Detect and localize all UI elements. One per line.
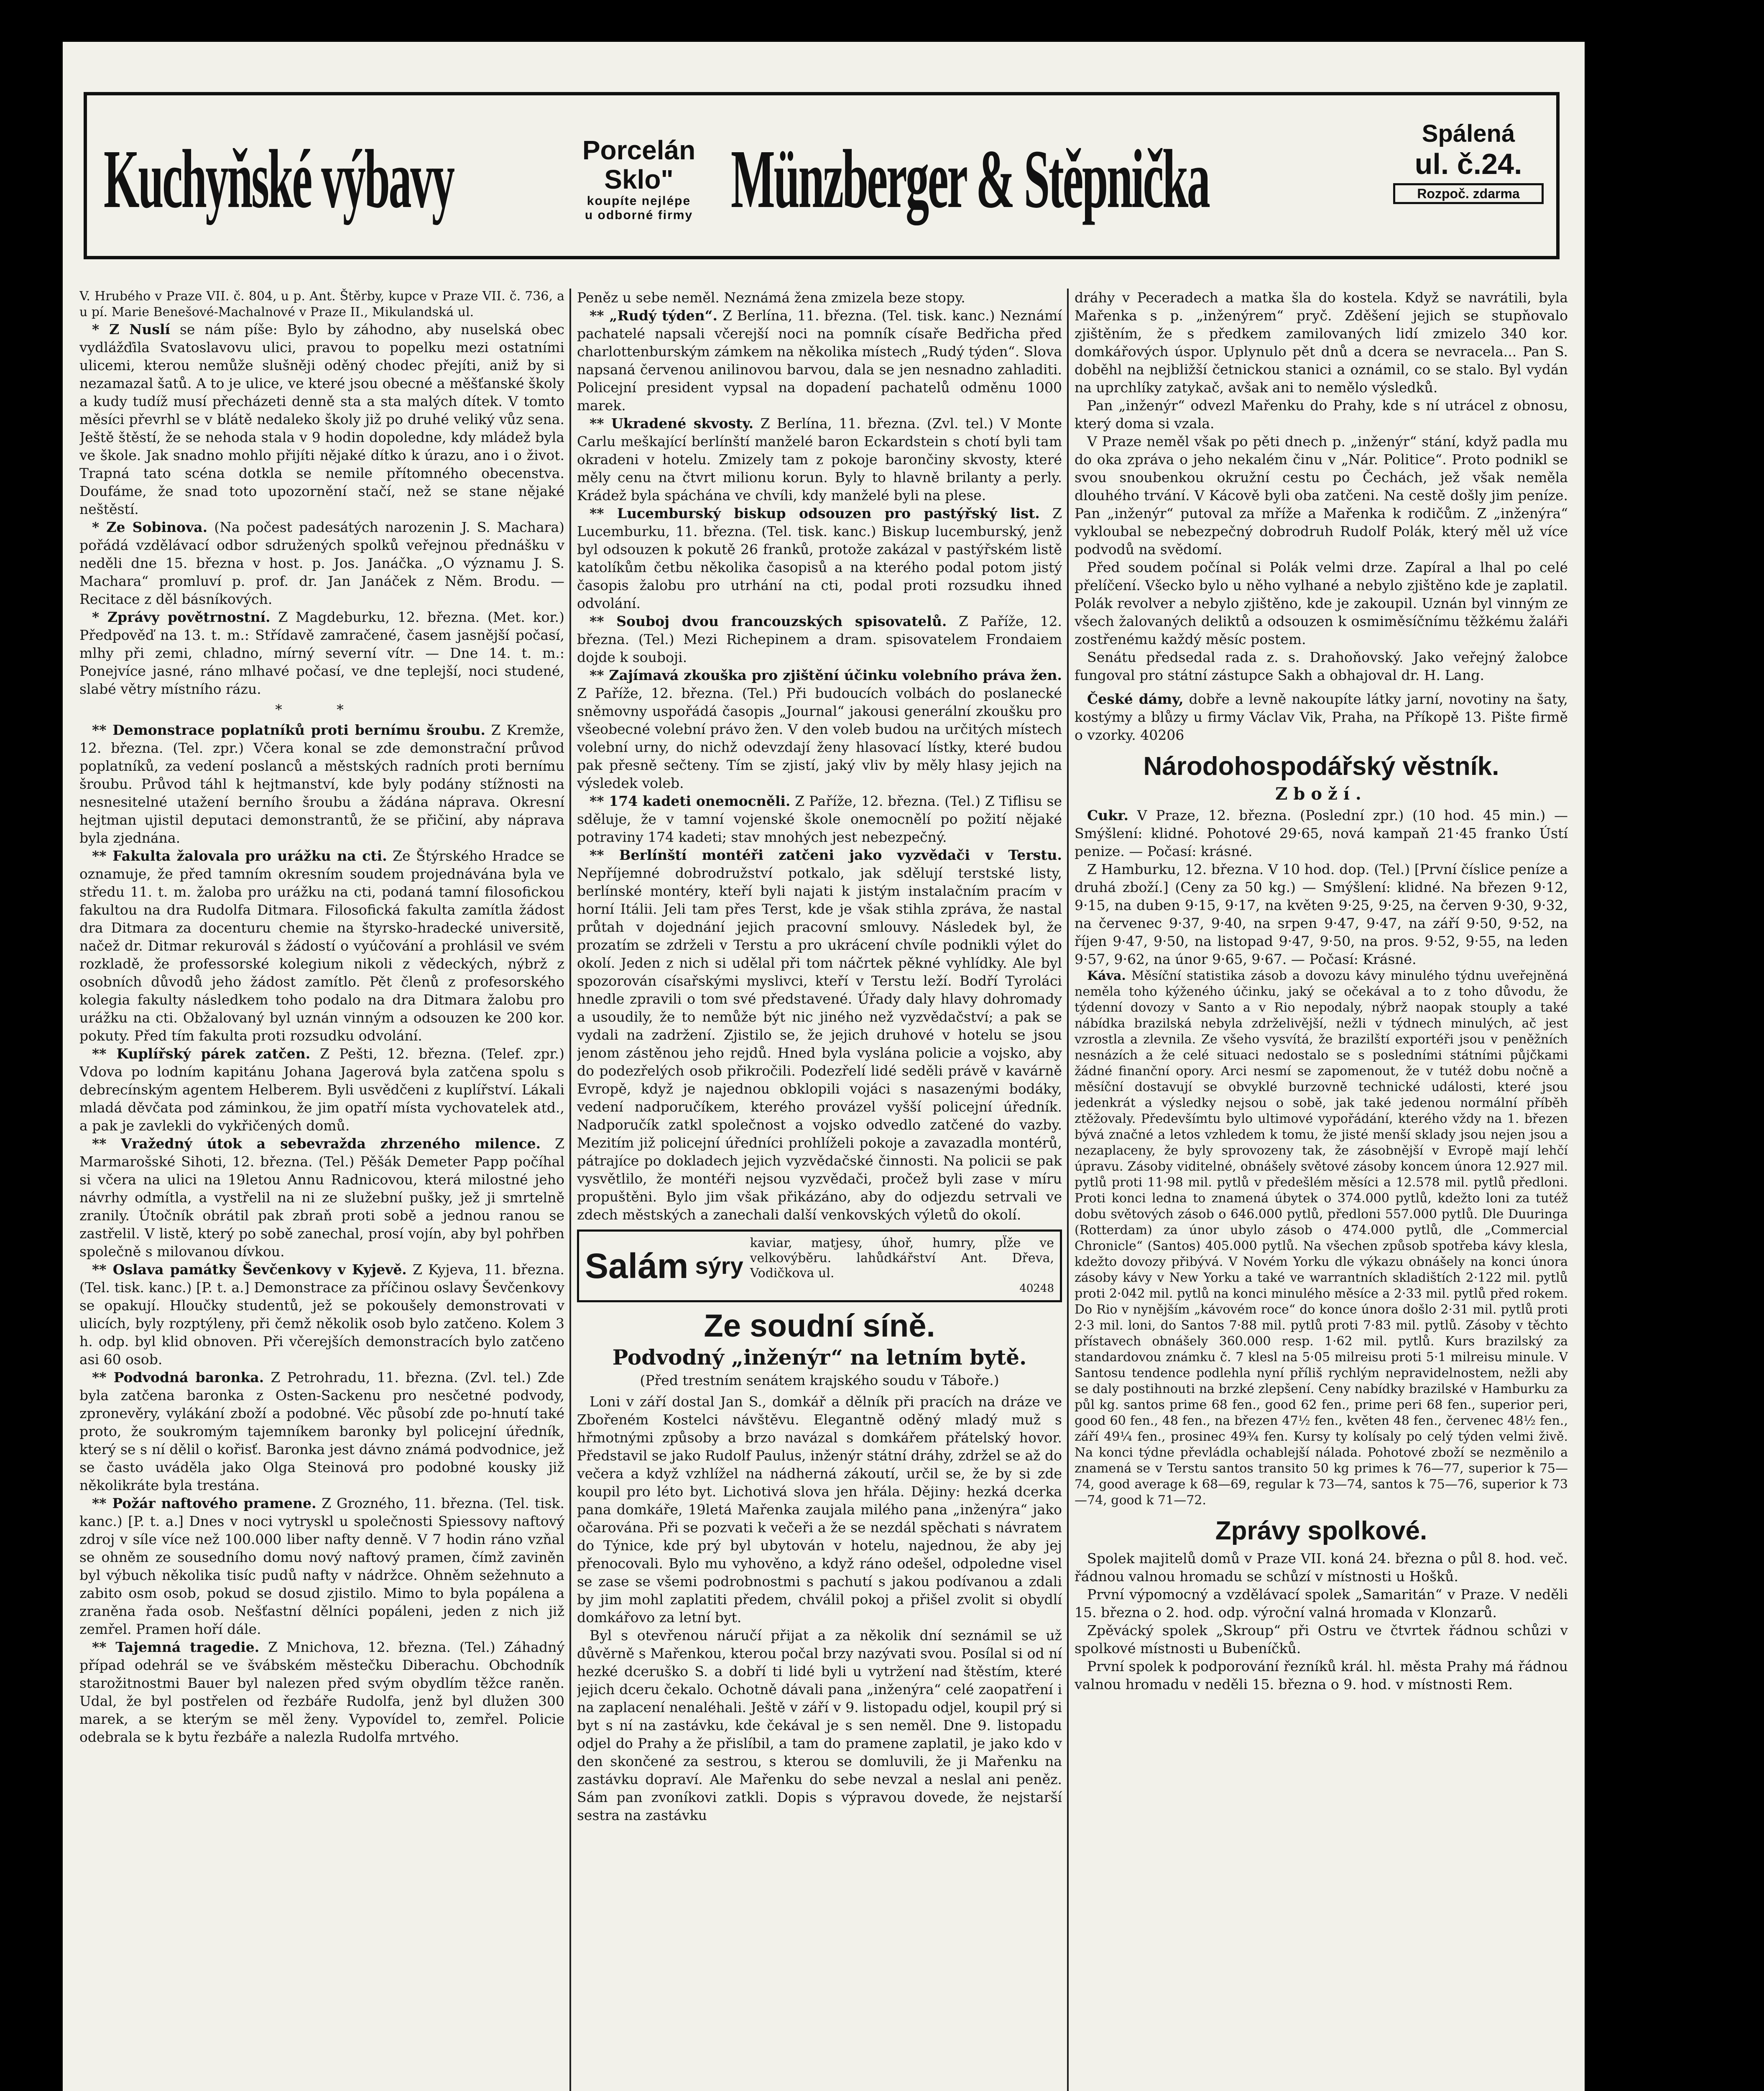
news-item	[577, 504, 1062, 612]
news-text: Z Petrohradu, 11. března. (Zvl. tel.) Zde byla zatčena baronka z Osten-Sackenu pro nesčetné podvody, zpronevěry, vylákání zboží a podobné. Věc působí zde po-hnutí také proto, že soukromým tajemníkem baronky byl policejní úředník, který se s ní dělil o kořisť. Baronka jest dávno známá podvodnice, jež se často uváděla jako Olga Steinová pro podobné kousky již několikráte byla trestána.	[79, 1369, 564, 1493]
news-headline: ** Oslava památky Ševčenkovy v Kyjevě.	[92, 1261, 407, 1278]
market-report	[1075, 968, 1568, 1508]
news-item	[79, 1135, 564, 1260]
news-headline: * Ze Sobinova.	[92, 519, 208, 535]
article-paragraph: V Praze neměl však po pěti dnech p. „inženýr“ stání, když padla mu do oka zpráva o jeho nekalém činu v „Nár. Politice“. Proto podnikl se svou snoubenkou okružní cestu po Čechách, jež však neměla dlouhého trvání. V Kácově byli oba zatčeni. Na cestě došly jim peníze. Pan „inženýr“ putoval za mříže a Mařenka k rodičům. Z „inženýra“ vykloubal se nebezpečný dobrodruh Rudolf Polák, který měl už více podvodů na svědomí.	[1075, 433, 1568, 557]
article-paragraph: V. Hrubého v Praze VII. č. 804, u p. Ant. Štěrby, kupce v Praze VII. č. 736, a u pí. Marie Benešové-Machalnové v Praze II., Mikulandská ul.	[79, 289, 564, 320]
masthead-estimate: Rozpoč. zdarma	[1393, 183, 1544, 204]
news-headline: ** Demonstrace poplatníků proti bernímu šroubu.	[92, 722, 485, 738]
news-text: Z Lucemburku, 11. března. (Tel. tisk. kanc.) Biskup lucemburský, jenž byl odsouzen k pokutě 26 franků, protože zakázal v pastýřském listě katolíkům četbu několika časopisů a na kterého podal potom jistý časopis žalobu pro utrhání na cti, podal proti rozsudku ihned odvolání.	[577, 505, 1062, 611]
article-paragraph: Senátu předsedal rada z. s. Drahoňovský. Jako veřejný žalobce fungoval pro státní zástupce Sakh a obhajoval dr. H. Lang.	[1075, 649, 1568, 683]
market-report	[1075, 806, 1568, 860]
masthead-firm-line: u odborné firmy	[585, 208, 693, 222]
news-item	[79, 1368, 564, 1494]
news-text: Z Magdeburku, 12. března. (Met. kor.) Předpověď na 13. t. m.: Střídavě zamračené, časem jasnější počasí, mlhy při zemi, chladno, mírný severní vítr. — Dne 14. t. m.: Ponejvíce jasné, ráno mlhavé počasí, ve dne teplejší, noci studené, slabé větry místního rázu.	[79, 609, 564, 697]
news-text: se nám píše: Bylo by záhodno, aby nuselská obec vydlážďila Svatoslavovu ulici, pravou to popelku mezi ostatními ulicemi, kterou nemůže slušněji oděný chodec přejíti, aniž by si nezamazal šatů. A to je ulice, ve které jsou obecné a měšťanské školy a kudy tudíž musí přecházeti denně sta a sta malých dítek. V tomto měsíci převrhl se v blátě nedaleko školy již po druhé veliký vůz sena. Ještě štěstí, že se nehoda stala v 9 hodin dopoledne, kdy mládež byla ve škole. Jak snadno mohlo přijíti nějaké dítko k úrazu, ano i o život. Trapná tato scéna dotkla se nemile přítomného obecenstva. Doufáme, že snad toto upozornění stačí, než se stane nějaké neštěstí.	[79, 321, 564, 517]
market-report: Z Hamburku, 12. března. V 10 hod. dop. (Tel.) [První číslice peníze a druhá zboží.] (Ceny za 50 kg.) — Smýšlení: klidné. Na březen 9·12, 9·15, na duben 9·15, 9·17, na květen 9·25, 9·25, na červen 9·30, 9·32, na červenec 9·37, 9·40, na srpen 9·47, 9·47, na září 9·50, 9·52, na říjen 9·47, 9·50, na listopad 9·47, 9·50, na pros. 9·52, 9·55, na leden 9·57, 9·62, na únor 9·65, 9·67. — Počasí: Krásné.	[1075, 861, 1568, 967]
ad-wordmark	[585, 1247, 689, 1284]
news-headline: ** Ukradené skvosty.	[590, 415, 754, 432]
economic-bulletin-heading: Národohospodářský věstník.	[1143, 752, 1499, 781]
news-item	[79, 320, 564, 518]
news-headline: ** Zajímavá zkouška pro zjištění účinku volebního práva žen.	[590, 667, 1062, 683]
ad-word-cheese: sýry	[695, 1253, 743, 1279]
news-text: Ze Štýrského Hradce se oznamuje, že před tamním okresním soudem projednávána byla ve středu 11. t. m. žaloba pro urážku na cti, podaná tamní filosofickou fakultou na dra Rudolfa Ditmara. Filosofická fakulta zamítla žádost dra Ditmara za docenturu chemie na štyrsko-hradecké universitě, načež dr. Ditmar rekurovál s žádostí o vyúčování a prohlásil ve svém rozkladě, že professorské kolegium nikoli z vědeckých, nýbrž z osobních důvodů jeho žádost zamítlo. Pět členů z profesorského kolegia fakulty následkem toho podalo na dra Ditmara žalobu pro urážku na cti. Obžalovaný byl uznán vinným a odsouzen ke 200 kor. pokuty. Před tím fakulta proti rozsudku odvolání.	[79, 848, 564, 1044]
ad-headline: České dámy,	[1087, 691, 1184, 707]
masthead-advertisement	[84, 92, 1560, 259]
news-item	[79, 1494, 564, 1638]
club-notice: První spolek k podporování řezníků král. hl. města Prahy má řádnou valnou hromadu v neděli 15. března o 9. hod. v místnosti Rem.	[1075, 1658, 1568, 1692]
article-paragraph: Peněz u sebe neměl. Neznámá žena zmizela beze stopy.	[577, 289, 965, 306]
article-paragraph: Před soudem počínal si Polák velmi drze. Zapíral a lhal po celé přelíčení. Všecko bylo u něho vylhané a nebylo zjištěno kde je zaplatil. Polák revolver a nebylo zjištěno, kde je zakoupil. Uznán byl vinným ze všech žalovaných deliktů a odsouzen k osmiměsíčnímu těžkému žaláři zostřenému každý měsíc postem.	[1075, 559, 1568, 647]
news-headline: ** Vražedný útok a sebevražda zhrzeného milence.	[92, 1135, 541, 1152]
article-paragraph: Byl s otevřenou náručí přijat a za několik dní seznámil se už důvěrně s Mařenkou, kterou počal brzy nazývati svou. Posílal si od ní hezké dceruško S. a dobří ti lidé byli u vytržení nad štěstím, které jejich dceru čekalo. Ochotně dávali pana „inženýra“ celé zaopatření i na zaplacení nenaléhali. Ještě v září v 9. listopadu odjel, koupil prý si byt s ní na zastávku, kde čekával je s sen neměl. Dne 9. listopadu odjel do Prahy a že přislíbil, a tam do pramene zaplatil, je jako kdo v den skončené za sestrou, s kterou se domluvili, že ji Mařenku na zastávku dopraví. Ale Mařenku do sebe nevzal a neslal ani peněz. Sám pan zvoníkovi zatkli. Dopis s výpravou dovede, že nejstarší sestra na zastávku	[577, 1627, 1062, 1823]
news-item	[577, 307, 1062, 414]
club-notice: První výpomocný a vzdělávací spolek „Samaritán“ v Praze. V neděli 15. března o 2. hod. odp. výroční valná hromada v Klonzarů.	[1075, 1586, 1568, 1621]
news-text: Z Pešti, 12. března. (Telef. zpr.) Vdova po lodním kapitánu Johana Jagerová byla zatčena spolu s debrecínským agentem Helberem. Byli usvědčeni z kuplířství. Lákali mladá děvčata pod záminkou, že jim opatří místa vychovatelek atd., a pak je zavlekli do vykřičených domů.	[79, 1046, 564, 1134]
market-headline: Káva.	[1087, 969, 1126, 983]
news-headline: ** 174 kadeti onemocněli.	[590, 793, 791, 809]
masthead-street: Spálená	[1422, 120, 1515, 147]
section-separator: * *	[275, 701, 369, 718]
news-headline: ** Souboj dvou francouzských spisovatelů.	[590, 613, 947, 629]
masthead-number: ul. č.24.	[1414, 148, 1522, 180]
masthead-firm-name: Münzberger & Stěpnička	[731, 133, 1209, 225]
news-headline: ** Berlínští montéři zatčeni jako vyzvědači v Terstu.	[590, 847, 1062, 863]
news-headline: ** „Rudý týden“.	[590, 307, 718, 324]
market-text: V Praze, 12. března. (Poslední zpr.) (10 hod. 45 min.) — Smýšlení: klidné. Pohotové 29·65, nová kampaň 21·45 franko Ústí penize. — Počasí: krásné.	[1075, 807, 1568, 859]
news-text: Z Paříže, 12. března. (Tel.) Mezi Richepinem a dram. spisovatelem Frondaiem dojde k souboji.	[577, 613, 1062, 665]
news-text: Z Kremže, 12. března. (Tel. zpr.) Včera konal se zde demonstrační průvod poplatníků, za vedení poslanců a městských radních proti bernímu šroubu. Průvod táhl k hejtmanství, kde byly podány stížnosti na nesnesitelné utažení berního šroubu a žádána náprava. Okresní hejtman ujistil deputaci demonstrantů, že se přičiní, aby náprava byla zjednána.	[79, 722, 564, 846]
news-item	[79, 847, 564, 1045]
column-1	[79, 289, 564, 2091]
ad-word-salami: Salám	[585, 1246, 689, 1286]
masthead-address	[1393, 120, 1544, 204]
column-2	[577, 289, 1062, 2091]
news-text: Z Paříže, 12. března. (Tel.) Při budoucích volbách do poslanecké sněmovny uspořádá časopis „Journal“ jakousi generální zkoušku pro všeobecné volební právo žen. V den voleb budou na určitých místech volební urny, do nichž odevzdají ženy hlasovací lístky, které budou pak přesně sečteny. Tím se zjistí, jaký vliv by měly hlasy jejich na výsledek voleb.	[577, 685, 1062, 791]
ad-text: kaviar, matjesy, úhoř, humry, pl̈že ve velkovýběru. lahůdkářství Ant. Dřeva, Vodičkova ul.	[750, 1236, 1054, 1281]
news-text: Z Berlína, 11. března. (Tel. tisk. kanc.) Neznámí pachatelé napsali včerejší noci na pomník císaře Bedřicha před charlottenburským zámkem na několika místech „Rudý týden“. Slova napsaná červenou anilinovou barvou, dala se jen nesnadno zahladiti. Policejní president vypsal na dopadení pachatelů odměnu 1000 marek.	[577, 307, 1062, 414]
news-text: Z Berlína, 11. března. (Zvl. tel.) V Monte Carlu meškající berlínští manželé baron Eckardstein s chotí byli tam okradeni v hotelu. Zmizely tam z pokoje barončiny skvosty, které měly cenu na čtvrt milionu korun. Byly to hlavně brilanty a perly. Krádež byla spáchána ve chvíli, kdy manželé byli na plese.	[577, 415, 1062, 504]
club-news-heading: Zprávy spolkové.	[1215, 1516, 1427, 1545]
news-text: Z Mnichova, 12. března. (Tel.) Záhadný případ odehrál se ve švábském městečku Diberachu. Obchodník starožitnostmi Bauer byl nalezen před svým obydlím těžce raněn. Udal, že byl postřelen od řezbáře Rudolfa, jenž byl dlužen 300 marek, a se kterým se měl ženy. Vypovídel to, zemřel. Policie odebrala se k bytu řezbáře a nalezla Rudolfa mrtvého.	[79, 1639, 564, 1745]
column-divider	[569, 289, 571, 2091]
news-item	[577, 846, 1062, 1224]
salami-advertisement	[577, 1230, 1062, 1302]
news-item	[79, 1260, 564, 1368]
court-article-title: Podvodný „inženýr“ na letním bytě.	[612, 1345, 1027, 1370]
court-section-heading: Ze soudní síně.	[704, 1308, 935, 1344]
news-item	[79, 608, 564, 698]
news-text: Z Paříže, 12. března. (Tel.) Z Tiflisu se sděluje, že v tamní vojenské škole onemocnělí po požití nějaké potraviny 174 kadeti; stav mnohých jest nebezpečný.	[577, 793, 1062, 845]
news-headline: ** Požár naftového pramene.	[92, 1495, 317, 1511]
news-item	[577, 666, 1062, 792]
news-text: (Na počest padesátých narozenin J. S. Machara) pořádá vzdělávací odbor sdružených spolků veřejnou přednášku v neděli dne 15. března v host. p. Jos. Janáčka. „O významu J. S. Machara“ promluví p. prof. dr. Jan Janáček z Něm. Brodu. — Recitace z děl básníkových.	[79, 519, 564, 607]
news-item	[577, 414, 1062, 504]
goods-subheading: Zboží.	[1275, 784, 1367, 804]
news-headline: * Zprávy povětrnostní.	[92, 609, 271, 625]
newspaper-page	[63, 42, 1585, 2091]
news-headline: ** Fakulta žalovala pro urážku na cti.	[92, 848, 387, 864]
court-article-subtitle: (Před trestním senátem krajského soudu v Táboře.)	[640, 1372, 999, 1388]
column-divider	[1067, 289, 1069, 2091]
ad-description	[750, 1236, 1054, 1296]
news-text: Z Grozného, 11. března. (Tel. tisk. kanc.) [P. t. a.] Dnes v noci vytryskl u společnosti Spiessovy naftový zdroj v síle více než 100.000 liber nafty denně. V 7 hodin ráno vzňal se ohněm ze sousedního domu nový naftový pramen, čímž zaviněn byl výbuch několika tisíc pudů nafty v nádržce. Ohněm sežehnuto a zabito osm osob, pokud se dosud zjistilo. Mimo to byla popálena a zraněna řada osob. Nešťastní dělníci popáleni, jeden z nich již zemřel. Pramen hoří dále.	[79, 1495, 564, 1637]
article-paragraph: dráhy v Peceradech a matka šla do kostela. Když se navrátili, byla Mařenka s p. „inženýrem“ pryč. Zděšení jejich se stupňovalo zjištěním, že s předkem zamilovaných lidí zmizelo 340 kor. domkářových úspor. Uplynulo pět dnů a dcera se nevracela... Pan S. doběhl na nejbližší četnickou stanici a oznámil, co se stalo. Byl vydán na uprchlíky zatykač, avšak ani to nemělo výsledků.	[1075, 289, 1568, 396]
news-item	[577, 612, 1062, 666]
masthead-left-title: Kuchyňské výbavy	[104, 133, 454, 225]
ad-text: dobře a levně nakoupíte látky jarní, novotiny na šaty, kostýmy a blůzy u firmy Václav Vik, Praha, na Příkopě 13. Pište firmě o vzorky. 40206	[1075, 691, 1568, 743]
news-item	[79, 721, 564, 847]
news-headline: ** Tajemná tragedie.	[92, 1639, 260, 1655]
column-3	[1075, 289, 1568, 2091]
club-notice: Spolek majitelů domů v Praze VII. koná 24. března o půl 8. hod. več. řádnou valnou hromadu se schůzí v místnosti u Hošků.	[1075, 1550, 1568, 1585]
news-item	[79, 1638, 564, 1746]
news-text: Z Marmarošské Sihoti, 12. března. (Tel.) Pěšák Demeter Papp počíhal si včera na ulici na 19letou Annu Radnicovou, která milostné jeho návrhy odmítla, a vystřelil na ni ze služební pušky, jež ji smrtelně zranily. Útočník obrátil pak zbraň proti sobě a jednou ranou se zastřelil. V listě, který po sobě zanechal, prosí vojín, aby byl pohřben společně s milovanou dívkou.	[79, 1135, 564, 1260]
news-text: Z Kyjeva, 11. března. (Tel. tisk. kanc.) [P. t. a.] Demonstrace za příčinou oslavy Ševčenkovy se opakují. Hloučky studentů, jež se pokoušely demonstrovati v ulicích, byly rozptýleny, při čemž několik osob bylo zatčeno. Kolem 3 h. odp. byl klid obnoven. Při včerejších demonstracích bylo zatčeno asi 60 osob.	[79, 1261, 564, 1368]
masthead-middle-block	[551, 112, 727, 246]
article-paragraph: Pan „inženýr“ odvezl Mařenku do Prahy, kde s ní utrácel z obnosu, který doma si vzala.	[1075, 397, 1568, 432]
news-item	[577, 792, 1062, 846]
market-headline: Cukr.	[1087, 807, 1128, 823]
news-headline: ** Lucemburský biskup odsouzen pro pastýřský list.	[590, 505, 1040, 521]
news-item	[79, 518, 564, 608]
news-item	[79, 1045, 564, 1135]
market-text: Měsíční statistika zásob a dovozu kávy minulého týdnu uveřejněná neměla toho kýženého účinku, jaký se očekával a to z toho důvodu, že týdenní dovozy v Santo a v Rio nepodaly, nýbrž naopak stouply a také nábídka brazilská nebyla zdrželivější, nežli v týdnech minulých, ač jest vzrostla a zlevnila. Ze všeho vysvítá, že brazilští exportéři jsou v peněžních nesnázích a že celé situaci nedostalo se s posledními státními půjčkami žádné finanční opory. Arci nesmí se zapomenout, že v tutéž dobu nočně a měsíční dostavují se obvyklé burzovně technické události, které jsou jedenkrát a výsledky nejsou o sobě, jak také jedenou normální příběh ztěžovaly. Předevšímtu bylo ultimové vypořádání, kterého vždy na 1. březen bývá značné a letos vzhledem k tomu, že jisté menší sklady jsou nejen jsou a nezaplaceny, že byly sprovozeny tak, že zásobnější v Evropě mají lehčí úpravu. Zásoby viditelné, obnášely světové zásoby koncem února 12.927 mil. pytlů proti 11·98 mil. pytlů v předešlém měsíci a 12.578 mil. pytlů předloni. Proti konci ledna to znamená úbytek o 374.000 pytlů, kdežto loni za tutéž dobu světových zásob o 646.000 pytlů, předloni 557.000 pytlů. Dle Duuringa (Rotterdam) za únor ubylo zásob o 474.000 pytlů, dle „Commercial Chronicle“ (Santos) 405.000 pytlů. Na všechen způsob spotřeba kávy klesla, kdežto dovozy přibývá. V Novém Yorku dle výkazu obnášely na konci února zásoby kávy v New Yorku a také ve warrantních skladištích 2·122 mil. pytlů proti 2·042 mil. pytlů na konci minulého měsíce a 2·33 mil. pytlů před rokem. Do Rio v nynějším „kávovém roce“ do konce února došlo 2·31 mil. pytlů proti 2·3 mil. loni, do Santos 7·88 mil. pytlů proti 7·83 mil. pytlů. Zásoby v těchto přístavech obnášely 360.000 resp. 1·62 mil. pytlů. Kurs brazilský za standardovou známku č. 7 klesl na 5·05 milreisu proti 5·1 milreisu minule. V Santosu tendence podlehla nyní příliš rychlým nepravidelnostem, nežli aby se daly postihnouti na brzké zlepšení. Ceny nabídky brazilské v Hamburku za půl kg. santos prime 68 fen., good 62 fen., prime peri 68 fen., superior peri, good 60 fen., 48 fen., na březen 47½ fen., květen 48 fen., červenec 48½ fen., září 49¼ fen., prosinec 49¾ fen. Kursy ty kolísaly po celý týden velmi živě. Na konci týdne převládla ochablejší nálada. Pohotové zboží se nezměnilo a znamená se v Terstu santos transito 50 kg primes k 76—77, superior k 75—74, good average k 68—69, regular k 73—74, santos k 75—76, superior k 73—74, good k 71—72.	[1075, 969, 1568, 1508]
fabric-advertisement	[1075, 690, 1568, 744]
article-paragraph: Loni v září dostal Jan S., domkář a dělník při pracích na dráze ve Zbořeném Kostelci návštěvu. Elegantně oděný mladý muž s hřmotnými způsoby a brzo navázal s domkářem přátelský hovor. Představil se jako Rudolf Paulus, inženýr státní dráhy, zdržel se až do večera a když vzhlížel na nádherná zákoutí, určil se, že by si zde koupil pro léto byt. Lichotivá slova jen hřála. Dějiny: hezká dcerka pana domkáře, 19letá Mařenka zaujala milého pana „inženýra“ jako očarována. Při se pozvati k večeři a že se nezdál spěchati s návratem do Týnice, kde prý byl ubytován v hotelu, najednou, že aby jej přenocovali. Bylo mu vyhověno, a když ráno odešel, odpoledne visel se zase se všemi podrobnostmi s pachutí s jakou podívanou a zdali by jim mohl zaplatiti předem, chválil pokoj a přišel zvolit si obydlí domkářovo za letní byt.	[577, 1393, 1062, 1626]
news-headline: ** Podvodná baronka.	[92, 1369, 264, 1385]
club-notice: Zpěvácký spolek „Skroup“ při Ostru ve čtvrtek řádnou schůzi v spolkové místnosti u Bubeníčků.	[1075, 1622, 1568, 1656]
masthead-glass: Sklo"	[604, 164, 674, 194]
masthead-buy-line: koupíte nejlépe	[587, 194, 691, 208]
news-headline: * Z Nuslí	[92, 321, 171, 337]
news-headline: ** Kuplířský párek zatčen.	[92, 1046, 311, 1062]
news-text: Nepříjemné dobrodružství potkalo, jak sdělují terstské listy, berlínské montéry, kteří byli najati k jistým instalačním pracím v horní Itálii. Jeli tam přes Terst, kde je však stihla zpráva, že nastal průtah v dojednání jejich pracovní smlouvy. Následek byl, že prozatím se zdrželi v Terstu a pro ukrácení chvíle podnikli výlet do okolí. Jeden z nich si udělal při tom náčrtek pěkné vyhlídky. Ale byl spozorován císařskými myslivci, kteří v Terstu leží. Bodří Tyroláci hnedle zpravili o tom své představené. Úřady daly hlavy dohromady a usoudily, že to nemůže být nic jiného než vyzvědačství; a pak se vydali na zadržení. Zjistilo se, že jejich druhové v hotelu se jsou jenom zástěnou jeho rejdů. Hned byla vyslána policie a vojsko, aby do podezřelých osob přikročili. Podezřelí lidé seděli právě v kavárně Evropě, když je najednou obklopili vojáci s nasazenými bodáky, vedení nadporučíkem, kterého provázel vyšší policejní úředník. Nadporučík zatkl společnost a vojsko odvedlo zatčené do vazby. Mezitím již policejní úředníci prohlíželi pokoje a zavazadla montérů, pátrajíce po dokladech jejich vyzvědačské činnosti. Na policii se pak vysvětlilo, že montéři nejsou vyzvědači, pročež byli zase v míru propuštěni. Bylo jim však přikázáno, aby do odjezdu setrvali ve zdech městských a zanechali další venkovských výletů do okolí.	[577, 865, 1062, 1223]
masthead-porcelain: Porcelán	[582, 135, 696, 165]
ad-number: 40248	[1019, 1282, 1054, 1295]
